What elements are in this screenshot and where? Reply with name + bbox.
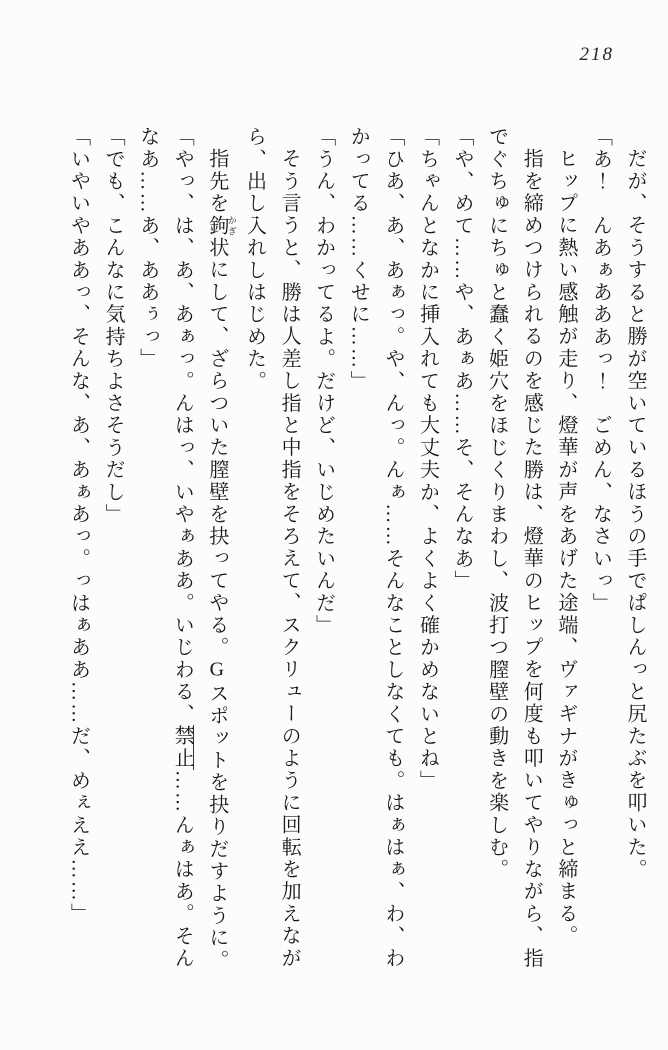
text-line: でぐちゅにちゅと蠢く姫穴をほじくりまわし、波打つ膣壁の動きを楽しむ。 xyxy=(485,126,508,881)
emphasized-text: 禁止 xyxy=(171,725,194,770)
text-line-with-emphasis xyxy=(165,126,200,1016)
text-line: 「うん、わかってるよ。だけど、いじめたいんだ」 xyxy=(312,126,335,637)
text-segment: 指先を xyxy=(205,148,228,215)
text-line: 「や、めて……や、あぁあ……そ、そんなあ」 xyxy=(451,126,474,593)
text-line: ら、出し入れしはじめた。 xyxy=(243,126,266,393)
text-block xyxy=(61,126,652,1016)
text-line: 「ひあ、あ、あぁっ。や、んっ。んぁ……そんなことしなくても。はぁはぁ、わ、わ xyxy=(381,126,404,970)
ruby-text: かぎ xyxy=(226,214,237,237)
text-line: ヒップに熱い感触が走り、燈華が声をあげた途端、ヴァギナがきゅっと締まる。 xyxy=(554,148,577,948)
text-line: なあ……あ、ああぅっ」 xyxy=(136,126,159,371)
ruby-base: 鉤 xyxy=(205,214,228,237)
text-line: だが、そうすると勝が空いているほうの手でぱしんっと尻たぶを叩いた。 xyxy=(624,148,646,881)
text-line: 「ちゃんとなかに挿入れても大丈夫か、よくよく確かめないとね」 xyxy=(416,126,439,792)
text-line-with-ruby xyxy=(199,126,237,1016)
text-line: かってる……くせに……」 xyxy=(347,126,370,393)
text-segment: 「やっ、は、あ、あぁっ。んはっ、いやぁああ。いじわる、 xyxy=(171,126,194,726)
latin-letter: G xyxy=(205,658,228,683)
ruby-annotation xyxy=(205,214,237,237)
text-segment: 状にして、ざらついた膣壁を抉ってやる。 xyxy=(205,236,228,659)
text-segment: ……んぁはあ。そん xyxy=(171,769,194,970)
page-number: 218 xyxy=(579,44,614,65)
text-line: 「あ！ んあぁあああっ！ ごめん、なさいっ」 xyxy=(589,126,612,615)
text-line: 「でも、こんなに気持ちよさそうだし」 xyxy=(102,126,125,526)
text-line: 「いやいやああっ、そんな、あ、あぁあっ。っはぁああ……だ、めぇええ……」 xyxy=(67,126,90,926)
text-line: 指を締めつけられるのを感じた勝は、燈華のヒップを何度も叩いてやりながら、指 xyxy=(520,148,543,970)
text-segment: スポットを抉りだすように。 xyxy=(205,682,228,972)
text-line: そう言うと、勝は人差し指と中指をそろえて、スクリューのように回転を加えなが xyxy=(278,148,301,970)
